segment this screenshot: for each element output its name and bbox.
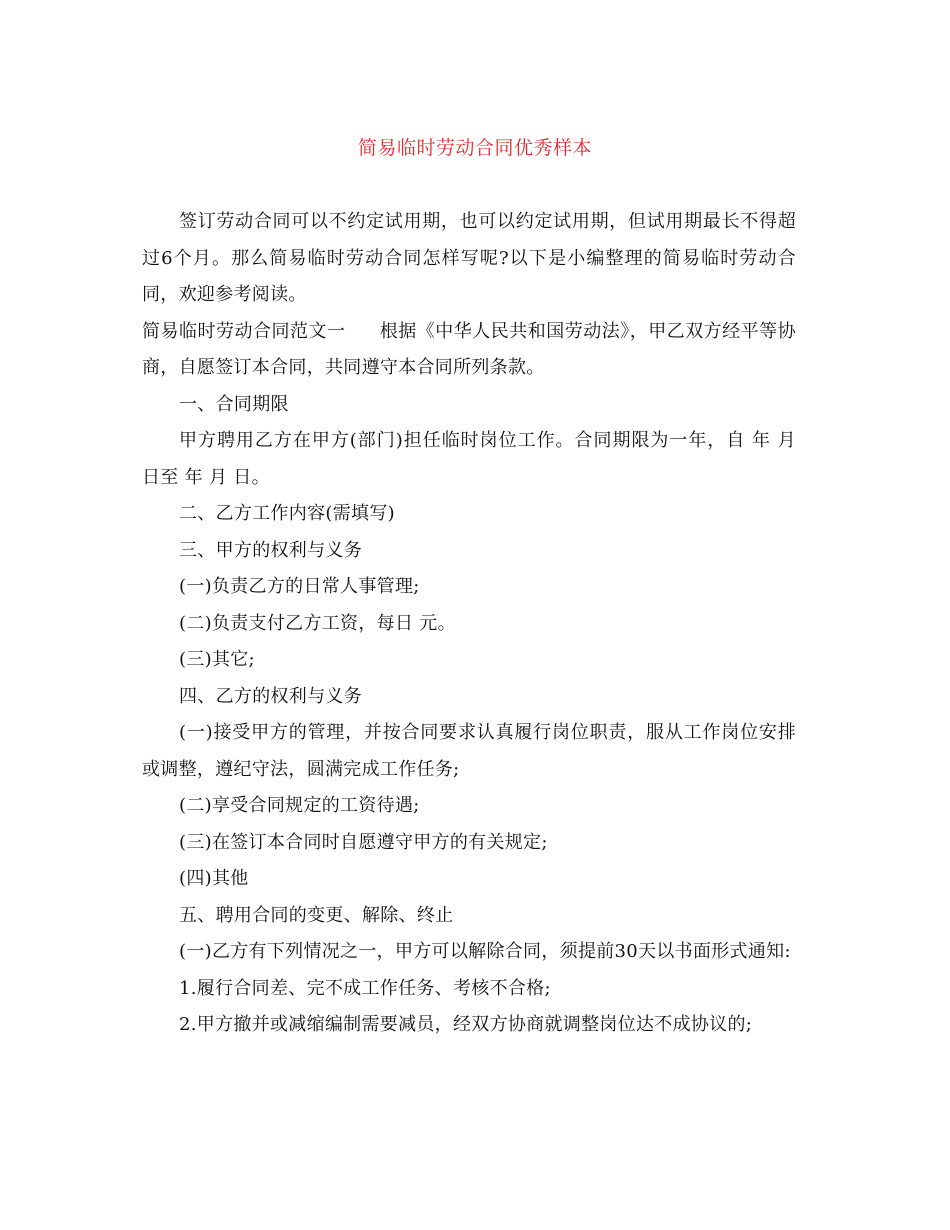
party-a-clause-2: (二)负责支付乙方工资，每日 元。 xyxy=(179,612,456,634)
section-heading-party-a-rights: 三、甲方的权利与义务 xyxy=(179,539,362,561)
party-b-clause-1: (一)接受甲方的管理，并按合同要求认真履行岗位职责，服从工作岗位安排或调整，遵纪守法，圆满完成工作任务; xyxy=(142,722,796,780)
party-a-clause-1: (一)负责乙方的日常人事管理; xyxy=(179,576,420,597)
document-body xyxy=(142,204,796,1044)
sample-heading: 简易临时劳动合同范文一 xyxy=(142,320,346,342)
section-heading-work-content: 二、乙方工作内容(需填写) xyxy=(179,503,395,524)
termination-clause: (一)乙方有下列情况之一，甲方可以解除合同，须提前30天以书面形式通知: xyxy=(179,941,791,962)
intro-paragraph: 签订劳动合同可以不约定试用期，也可以约定试用期，但试用期最长不得超过6个月。那么简易临时劳动合同怎样写呢?以下是小编整理的简易临时劳动合同，欢迎参考阅读。 xyxy=(142,211,796,305)
party-b-clause-4: (四)其他 xyxy=(179,868,249,889)
sample-opening: 根据《中华人民共和国劳动法》，甲乙双方经平等协商，自愿签订本合同，共同遵守本合同所列条款。 xyxy=(142,320,796,378)
termination-condition-1: 1.履行合同差、完不成工作任务、考核不合格; xyxy=(179,977,551,999)
document-title: 简易临时劳动合同优秀样本 xyxy=(357,137,592,159)
section-heading-party-b-rights: 四、乙方的权利与义务 xyxy=(179,685,362,707)
termination-condition-2: 2.甲方撤并或减缩编制需要减员，经双方协商就调整岗位达不成协议的; xyxy=(179,1014,753,1035)
party-a-clause-3: (三)其它; xyxy=(179,649,255,670)
party-b-clause-2: (二)享受合同规定的工资待遇; xyxy=(179,795,420,816)
contract-term-paragraph: 甲方聘用乙方在甲方(部门)担任临时岗位工作。合同期限为一年，自 年 月 日至 年 月 日。 xyxy=(142,430,796,488)
section-heading-contract-term: 一、合同期限 xyxy=(179,393,289,415)
party-b-clause-3: (三)在签订本合同时自愿遵守甲方的有关规定; xyxy=(179,831,548,853)
section-heading-contract-changes: 五、聘用合同的变更、解除、终止 xyxy=(179,904,454,926)
sample-paragraph xyxy=(142,314,796,387)
